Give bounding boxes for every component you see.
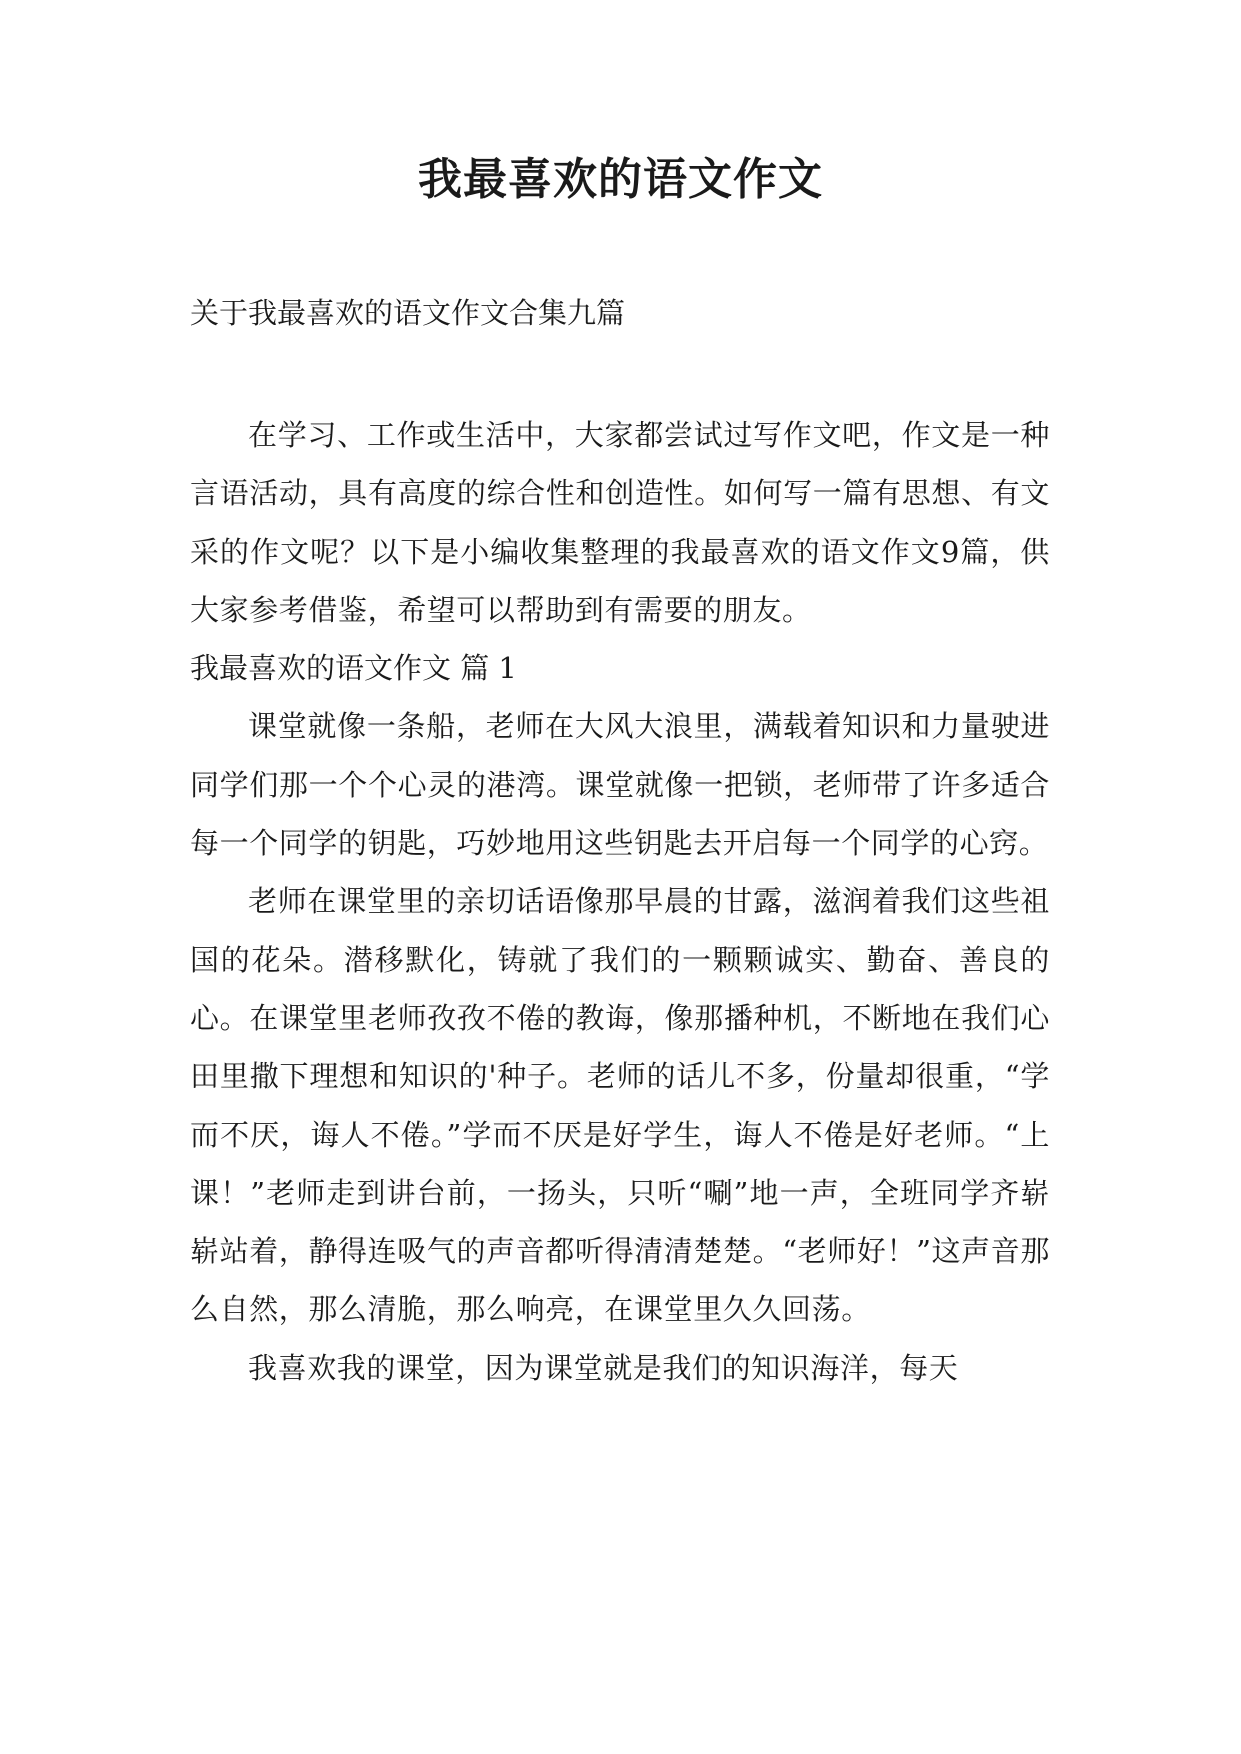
page-title: 我最喜欢的语文作文 xyxy=(418,154,823,205)
page-subtitle: 关于我最喜欢的语文作文合集九篇 xyxy=(190,296,626,330)
body-paragraph-2: 老师在课堂里的亲切话语像那早晨的甘露，滋润着我们这些祖国的花朵。潜移默化，铸就了我们的一颗颗诚实、勤奋、善良的心。在课堂里老师孜孜不倦的教诲，像那播种机，不断地在我们心田里撒下理想和知识的'种子。老师的话儿不多，份量却很重，“学而不厌，诲人不倦。”学而不厌是好学生，诲人不倦是好老师。“上课！”老师走到讲台前，一扬头，只听“唰”地一声，全班同学齐崭崭站着，静得连吸气的声音都听得清清楚楚。“老师好！”这声音那么自然，那么清脆，那么响亮，在课堂里久久回荡。 xyxy=(190,884,1050,1327)
body-paragraph-1: 课堂就像一条船，老师在大风大浪里，满载着知识和力量驶进同学们那一个个心灵的港湾。课堂就像一把锁，老师带了许多适合每一个同学的钥匙，巧妙地用这些钥匙去开启每一个同学的心窍。 xyxy=(190,709,1050,861)
section-heading: 我最喜欢的语文作文 篇 1 xyxy=(190,651,517,686)
body-paragraph-3: 我喜欢我的课堂，因为课堂就是我们的知识海洋，每天 xyxy=(248,1350,959,1385)
intro-paragraph: 在学习、工作或生活中，大家都尝试过写作文吧，作文是一种言语活动，具有高度的综合性和创造性。如何写一篇有思想、有文采的作文呢？以下是小编收集整理的我最喜欢的语文作文9篇，供大家参考借鉴，希望可以帮助到有需要的朋友。 xyxy=(190,418,1050,627)
document-body xyxy=(190,406,1050,1397)
